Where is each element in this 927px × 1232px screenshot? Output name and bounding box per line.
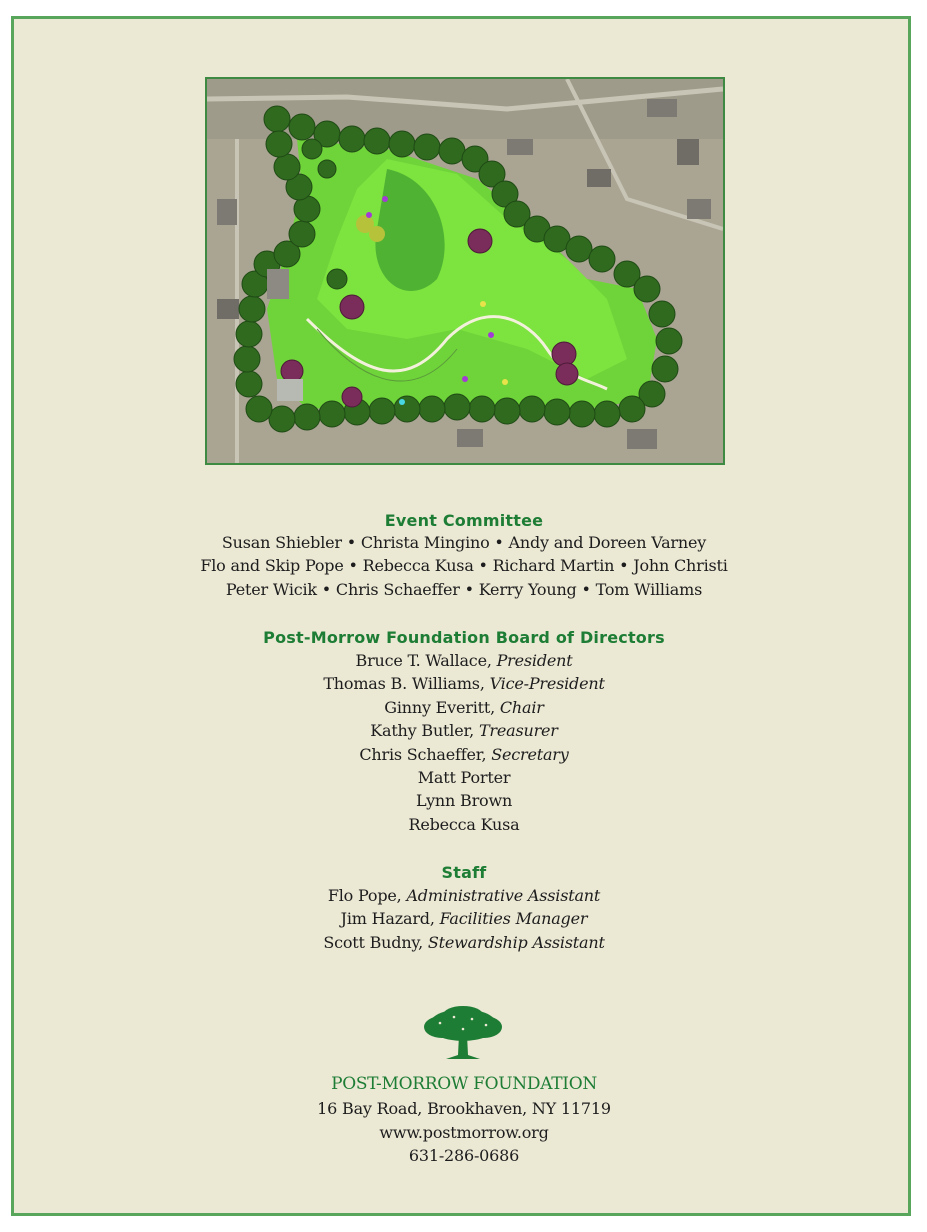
staff-heading: Staff xyxy=(441,863,487,882)
event-committee-line: Flo and Skip Pope • Rebecca Kusa • Richard Martin • John Christi xyxy=(200,556,728,575)
member-role: Treasurer xyxy=(478,721,558,740)
org-phone: 631-286-0686 xyxy=(408,1146,520,1165)
staff-member xyxy=(14,933,914,952)
member-name: Scott Budny, xyxy=(323,933,424,952)
park-site-plan-image xyxy=(205,77,725,465)
event-committee-heading: Event Committee xyxy=(384,511,544,530)
board-member xyxy=(14,674,914,693)
org-name: POST-MORROW FOUNDATION xyxy=(331,1074,597,1094)
member-name: Matt Porter xyxy=(417,768,511,787)
board-member xyxy=(14,698,914,717)
member-name: Flo Pope, xyxy=(327,886,402,905)
board-member xyxy=(14,651,914,670)
member-name: Jim Hazard, xyxy=(340,909,435,928)
event-committee-line: Susan Shiebler • Christa Mingino • Andy and Doreen Varney xyxy=(221,533,707,552)
board-member xyxy=(14,768,914,787)
member-role: President xyxy=(496,651,573,670)
member-role: Vice-President xyxy=(489,674,605,693)
member-role: Facilities Manager xyxy=(439,909,588,928)
member-name: Ginny Everitt, xyxy=(384,698,495,717)
board-heading: Post-Morrow Foundation Board of Directors xyxy=(263,628,665,647)
member-name: Rebecca Kusa xyxy=(408,815,520,834)
board-member xyxy=(14,815,914,834)
member-role: Administrative Assistant xyxy=(406,886,601,905)
staff-member xyxy=(14,909,914,928)
org-website-link[interactable]: www.postmorrow.org xyxy=(379,1123,549,1142)
member-name: Chris Schaeffer, xyxy=(359,745,487,764)
member-name: Kathy Butler, xyxy=(370,721,475,740)
page-frame xyxy=(11,16,911,1216)
board-member xyxy=(14,791,914,810)
staff-member xyxy=(14,886,914,905)
board-member xyxy=(14,745,914,764)
board-member xyxy=(14,721,914,740)
member-name: Lynn Brown xyxy=(415,791,513,810)
member-role: Secretary xyxy=(491,745,569,764)
member-name: Thomas B. Williams, xyxy=(323,674,485,693)
member-role: Chair xyxy=(499,698,544,717)
event-committee-line: Peter Wicik • Chris Schaeffer • Kerry Young • Tom Williams xyxy=(225,580,703,599)
oak-tree-icon xyxy=(420,1005,506,1061)
member-name: Bruce T. Wallace, xyxy=(355,651,492,670)
org-address: 16 Bay Road, Brookhaven, NY 11719 xyxy=(317,1099,611,1118)
member-role: Stewardship Assistant xyxy=(427,933,605,952)
